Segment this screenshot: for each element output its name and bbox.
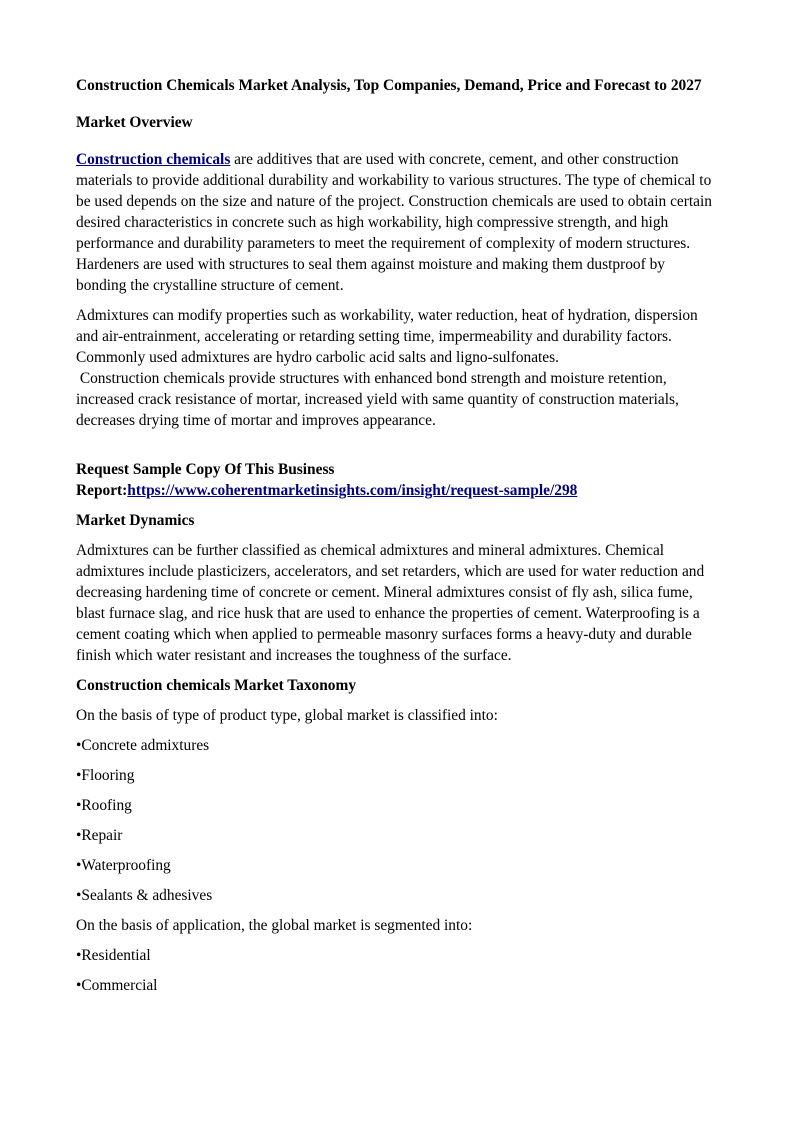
request-sample-link[interactable]: https://www.coherentmarketinsights.com/insight/request-sample/298 [127, 482, 578, 499]
admixtures-paragraph [76, 305, 718, 431]
overview-paragraph-text: are additives that are used with concrete, cement, and other construction materials to provide additional durability and workability to various structures. The type of chemical to be used depends on the size and nature of the project. Construction chemicals are used to obtain certain desired characteristics in concrete such as high workability, high compressive strength, and high performance and durability parameters to meet the requirement of complexity of modern structures. Hardeners are used with structures to seal them against moisture and making them dustproof by bonding the crystalline structure of cement. [76, 151, 712, 294]
market-dynamics-paragraph: Admixtures can be further classified as chemical admixtures and mineral admixtures. Chemical admixtures include plasticizers, accelerators, and set retarders, which are used for water reduction and decreasing hardening time of concrete or cement. Mineral admixtures consist of fly ash, silica fume, blast furnace slag, and rice husk that are used to enhance the properties of cement. Waterproofing is a cement coating which when applied to permeable masonry surfaces forms a heavy-duty and durable finish which water resistant and increases the toughness of the surface. [76, 542, 705, 664]
overview-paragraph [76, 149, 718, 296]
application-list [76, 945, 716, 996]
list-item: •Sealants & adhesives [76, 887, 213, 904]
taxonomy-heading: Construction chemicals Market Taxonomy [76, 677, 357, 694]
product-type-intro: On the basis of type of product type, global market is classified into: [76, 707, 498, 724]
request-sample-label: Request Sample Copy Of This Business [76, 461, 335, 478]
admixtures-text-1: Admixtures can modify properties such as workability, water reduction, heat of hydration, dispersion and air-entrainment, accelerating or retarding setting time, impermeability and durability factors. Commonly used admixtures are hydro carbolic acid salts and ligno-sulfonates. [76, 307, 698, 366]
admixtures-text-2: Construction chemicals provide structures with enhanced bond strength and moisture retention, increased crack resistance of mortar, increased yield with same quantity of construction materials, decreases drying time of mortar and improves appearance. [76, 370, 679, 429]
list-item: •Residential [76, 947, 151, 964]
list-item: •Repair [76, 827, 123, 844]
market-dynamics-heading: Market Dynamics [76, 512, 195, 529]
construction-chemicals-link[interactable]: Construction chemicals [76, 151, 231, 168]
list-item: •Flooring [76, 767, 135, 784]
document-title: Construction Chemicals Market Analysis, Top Companies, Demand, Price and Forecast to 2027 [76, 77, 702, 94]
list-item: •Commercial [76, 977, 158, 994]
list-item: •Roofing [76, 797, 132, 814]
list-item: •Waterproofing [76, 857, 171, 874]
list-item: •Concrete admixtures [76, 737, 210, 754]
request-sample-block [76, 459, 716, 501]
product-type-list [76, 735, 716, 906]
market-overview-heading: Market Overview [76, 114, 193, 131]
request-sample-report-label: Report: [76, 482, 128, 499]
application-intro: On the basis of application, the global market is segmented into: [76, 917, 473, 934]
